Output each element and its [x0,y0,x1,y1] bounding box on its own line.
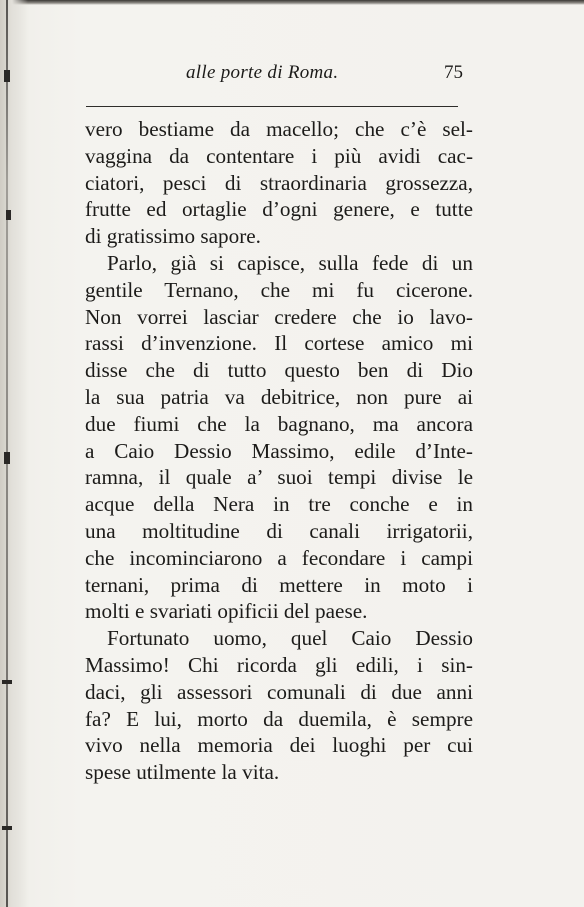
text-line: a Caio Dessio Massimo, edile d’Inte- [85,438,473,463]
text-line: una moltitudine di canali irrigatorii, [85,518,473,543]
text-line: ciatori, pesci di straordinaria grossezza, [85,170,473,195]
text-line: due fiumi che la bagnano, ma ancora [85,411,473,436]
page-number: 75 [444,62,463,83]
text-line: molti e svariati opificii del paese. [85,599,368,624]
binding-mark [4,452,10,464]
text-line: gentile Ternano, che mi fu cicerone. [85,277,473,302]
text-line: Non vorrei lasciar credere che io lavo- [85,304,473,329]
text-line: che incominciarono a fecondare i campi [85,545,473,570]
text-line: vivo nella memoria dei luoghi per cui [85,733,473,758]
text-line: rassi d’invenzione. Il cortese amico mi [85,331,473,356]
text-line: Parlo, già si capisce, sulla fede di un [107,250,473,275]
text-line: frutte ed ortaglie d’ogni genere, e tutte [85,197,473,222]
text-line: spese utilmente la vita. [85,760,280,785]
text-line: Fortunato uomo, quel Caio Dessio [107,626,473,651]
body-text [85,116,473,786]
text-line: vaggina da contentare i più avidi cac- [85,143,473,168]
text-line: ternani, prima di mettere in moto i [85,572,473,597]
text-line: Massimo! Chi ricorda gli edili, i sin- [85,652,473,677]
text-line: disse che di tutto questo ben di Dio [85,358,473,383]
binding-mark [4,70,10,82]
binding-mark [2,680,12,684]
binding-mark [2,826,12,830]
text-line: di gratissimo sapore. [85,224,261,249]
running-head: alle porte di Roma. [186,62,339,83]
paragraph [85,625,473,786]
header-rule [86,106,458,107]
text-line: la sua patria va debitrice, non pure ai [85,384,473,409]
text-line: acque della Nera in tre conche e in [85,492,473,517]
binding-mark [6,210,11,220]
text-line: ramna, il quale a’ suoi tempi divise le [85,465,473,490]
text-line: fa? E lui, morto da duemila, è sempre [85,706,473,731]
text-line: vero bestiame da macello; che c’è sel- [85,117,473,141]
paragraph [85,250,473,625]
paragraph [85,116,473,250]
page-top-edge [0,0,584,5]
text-line: daci, gli assessori comunali di due anni [85,679,473,704]
